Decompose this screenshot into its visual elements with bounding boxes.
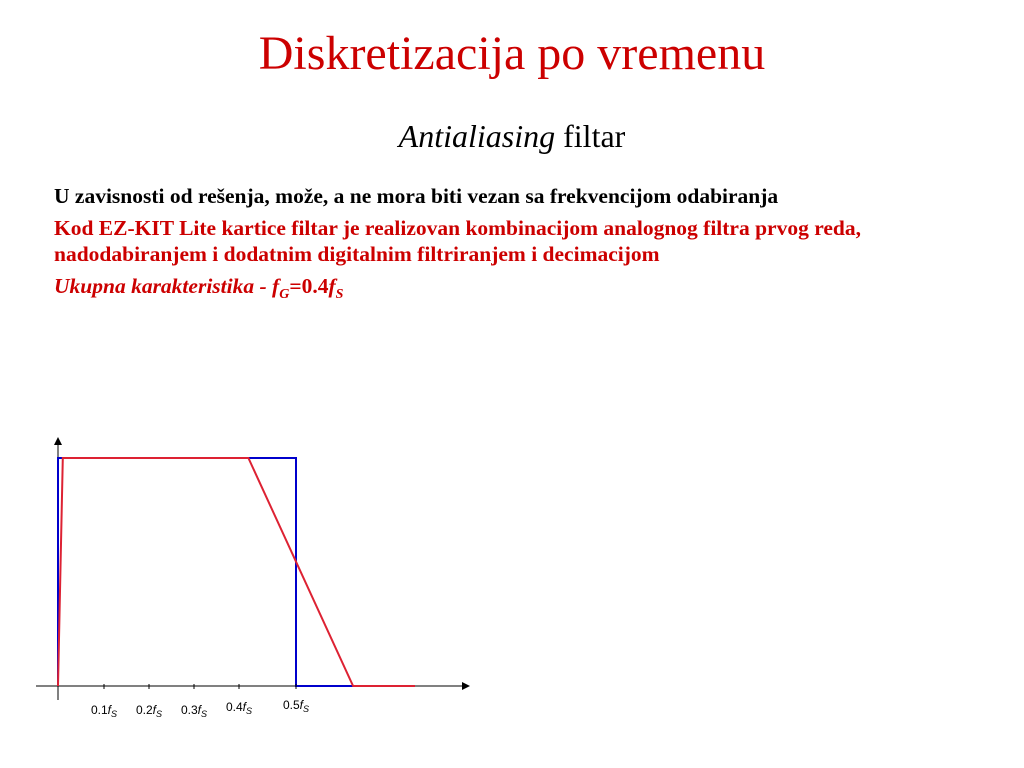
series-line-red: [58, 458, 415, 686]
bullet-3-sub2: S: [335, 287, 344, 302]
bullet-3-prefix: Ukupna karakteristika -: [54, 274, 273, 298]
x-tick-label: $0.3f_S$: [180, 703, 208, 719]
bullet-1: U zavisnosti od rešenja, može, a ne mora biti vezan sa frekvencijom odabiranja: [54, 184, 779, 208]
chart-ticks: [91, 684, 309, 719]
bullet-3-mid: =0.4: [289, 274, 329, 298]
subtitle-rest: filtar: [555, 118, 626, 154]
chart-series: [58, 458, 415, 686]
x-tick-label: $0.2f_S$: [135, 703, 163, 719]
chart-axes: [36, 437, 470, 700]
subtitle-italic: Antialiasing: [398, 118, 556, 154]
bullet-3-sub1: G: [279, 287, 290, 302]
series-line-blue: [58, 458, 415, 686]
x-tick-label: $0.1f_S$: [90, 703, 118, 719]
bullet-3-f2: f: [328, 274, 336, 298]
x-axis-arrow: [462, 682, 470, 690]
bullet-2: Kod EZ-KIT Lite kartice filtar je realizovan kombinacijom analognog filtra prvog reda, nadodabiranjem i dodatnim digitalnim filtriranjem i decimacijom: [54, 216, 862, 266]
x-tick-label: $0.4f_S$: [225, 700, 253, 716]
x-tick-label: $0.5f_S$: [282, 698, 310, 714]
y-axis-arrow: [54, 437, 62, 445]
slide-title: Diskretizacija po vremenu: [258, 27, 766, 80]
bullet-3-f1: f: [272, 274, 280, 298]
